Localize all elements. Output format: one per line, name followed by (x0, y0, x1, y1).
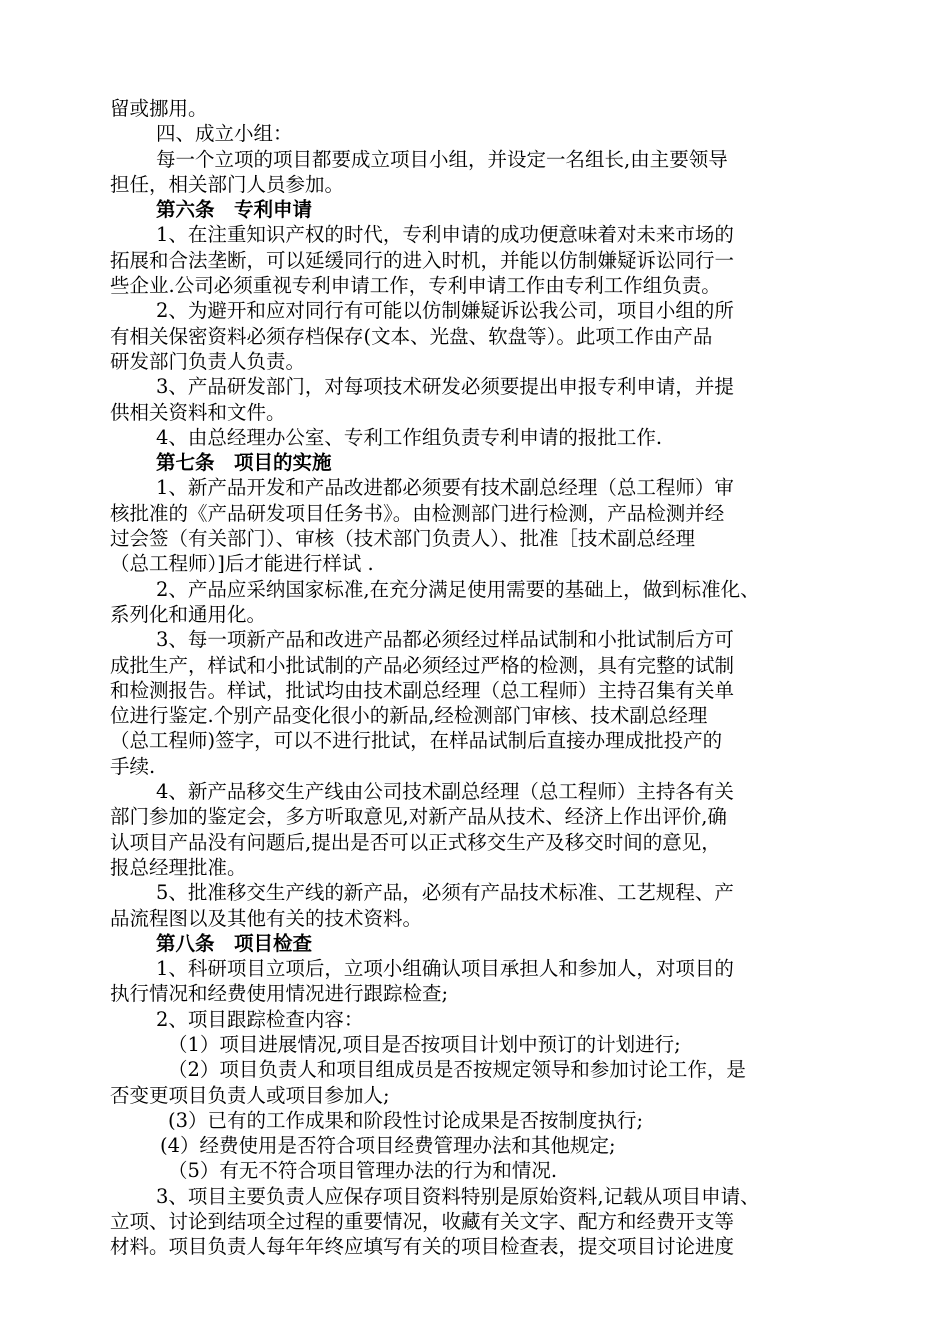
text-line: 5、批准移交生产线的新产品，必须有产品技术标准、工艺规程、产 (156, 881, 734, 905)
text-line: 立项、讨论到结项全过程的重要情况，收藏有关文字、配方和经费开支等 (110, 1210, 735, 1234)
list-item: （2）项目负责人和项目组成员是否按规定领导和参加讨论工作，是 (168, 1058, 746, 1082)
text-line: 有相关保密资料必须存档保存(文本、光盘、软盘等）。此项工作由产品 (110, 324, 713, 348)
list-item: （1）项目进展情况,项目是否按项目计划中预订的计划进行; (168, 1032, 681, 1056)
text-line: 手续. (110, 754, 156, 778)
text-line: 认项目产品没有问题后,提出是否可以正式移交生产及移交时间的意见， (110, 830, 721, 854)
text-line: 4、由总经理办公室、专利工作组负责专利申请的报批工作. (156, 425, 663, 449)
document-body (110, 96, 845, 1260)
text-line: 研发部门负责人负责。 (110, 349, 306, 373)
text-line: 材料。项目负责人每年年终应填写有关的项目检查表，提交项目讨论进度 (110, 1235, 735, 1259)
text-line: 报总经理批准。 (110, 855, 247, 879)
text-line: （总工程师）]后才能进行样试 . (110, 552, 374, 576)
text-line: 留或挪用。 (110, 97, 208, 120)
text-line: 3、产品研发部门，对每项技术研发必须要提出申报专利申请，并提 (156, 375, 734, 399)
text-line: 1、在注重知识产权的时代，专利申请的成功便意味着对未来市场的 (156, 223, 734, 247)
list-item: （5）有无不符合项目管理办法的行为和情况. (168, 1159, 558, 1183)
text-line: 4、新产品移交生产线由公司技术副总经理（总工程师）主持各有关 (156, 780, 734, 804)
text-line: 供相关资料和文件。 (110, 400, 286, 424)
section-subheading: 四、成立小组： (156, 122, 293, 146)
text-line: 担任，相关部门人员参加。 (110, 172, 345, 196)
text-line: 1、新产品开发和产品改进都必须要有技术副总经理（总工程师）审 (156, 476, 734, 500)
text-line: 3、每一项新产品和改进产品都必须经过样品试制和小批试制后方可 (156, 628, 734, 652)
text-line: 3、项目主要负责人应保存项目资料特别是原始资料,记载从项目申请、 (156, 1184, 760, 1208)
text-line: 些企业.公司必须重视专利申请工作，专利申请工作由专利工作组负责。 (110, 274, 721, 298)
text-line: 成批生产，样试和小批试制的产品必须经过严格的检测，具有完整的试制 (110, 653, 735, 677)
text-line: 2、项目跟踪检查内容： (156, 1007, 364, 1031)
text-line: 品流程图以及其他有关的技术资料。 (110, 906, 423, 930)
list-item: (4）经费使用是否符合项目经费管理办法和其他规定; (160, 1134, 616, 1158)
text-line: 位进行鉴定.个别产品变化很小的新品,经检测部门审核、技术副总经理 (110, 704, 708, 728)
text-line: 核批准的《产品研发项目任务书》。由检测部门进行检测，产品检测并经 (110, 501, 725, 525)
article-heading-6: 第六条 专利申请 (156, 198, 313, 222)
text-line: 拓展和合法垄断，可以延缓同行的进入时机，并能以仿制嫌疑诉讼同行一 (110, 248, 735, 272)
text-line: （总工程师)签字，可以不进行批试，在样品试制后直接办理成批投产的 (110, 729, 723, 753)
text-line: 执行情况和经费使用情况进行跟踪检查; (110, 982, 449, 1006)
list-item: (3）已有的工作成果和阶段性讨论成果是否按制度执行; (168, 1108, 644, 1132)
text-line: 系列化和通用化。 (110, 602, 267, 626)
text-line: 否变更项目负责人或项目参加人; (110, 1083, 390, 1107)
text-line: 过会签（有关部门）、审核（技术部门负责人）、批准［技术副总经理 (110, 527, 696, 551)
text-line: 2、产品应采纳国家标准,在充分满足使用需要的基础上，做到标准化、 (156, 577, 760, 601)
text-line: 1、科研项目立项后，立项小组确认项目承担人和参加人，对项目的 (156, 957, 734, 981)
article-heading-8: 第八条 项目检查 (156, 931, 313, 955)
text-line: 部门参加的鉴定会，多方听取意见,对新产品从技术、经济上作出评价,确 (110, 805, 727, 829)
text-line: 和检测报告。样试，批试均由技术副总经理（总工程师）主持召集有关单 (110, 678, 735, 702)
article-heading-7: 第七条 项目的实施 (156, 451, 332, 475)
text-line: 每一个立项的项目都要成立项目小组，并设定一名组长,由主要领导 (156, 147, 728, 171)
text-line: 2、为避开和应对同行有可能以仿制嫌疑诉讼我公司，项目小组的所 (156, 299, 734, 323)
